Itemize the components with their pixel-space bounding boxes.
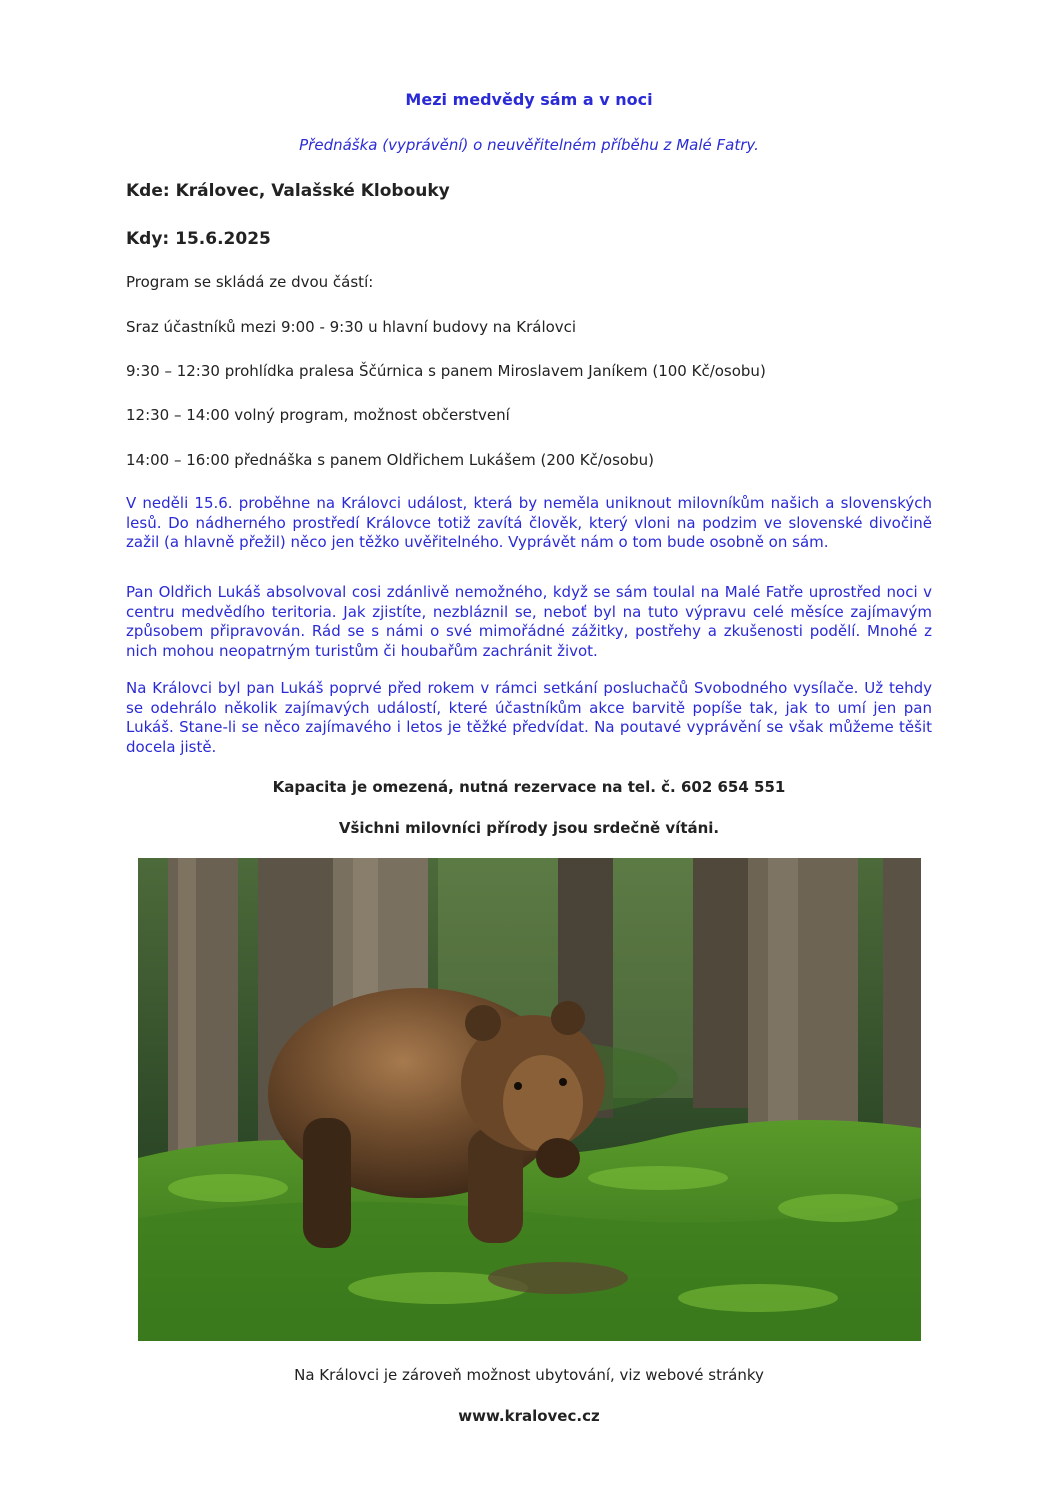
program-item: 12:30 – 14:00 volný program, možnost občerstvení: [126, 406, 510, 424]
page-title: Mezi medvědy sám a v noci: [405, 90, 653, 109]
bear-illustration: [138, 858, 921, 1341]
capacity-notice: Kapacita je omezená, nutná rezervace na tel. č. 602 654 551: [272, 778, 786, 796]
website-link[interactable]: www.kralovec.cz: [458, 1407, 600, 1425]
welcome-text: Všichni milovníci přírody jsou srdečně vítáni.: [338, 819, 720, 837]
page-subtitle: Přednáška (vyprávění) o neuvěřitelném příběhu z Malé Fatry.: [299, 136, 759, 154]
accommodation-note: Na Královci je zároveň možnost ubytování, viz webové stránky: [294, 1366, 764, 1384]
event-location: Kde: Královec, Valašské Klobouky: [126, 181, 450, 201]
description-paragraph: Na Královci byl pan Lukáš poprvé před rokem v rámci setkání posluchačů Svobodného vysílače. Už tehdy se odehrálo několik zajímavých událostí, které účastníkům akce barvitě popíše tak, jak to umí jen pan Lukáš. Stane-li se něco zajímavého i letos je těžké předvídat. Na poutavé vyprávění se však můžeme těšit docela jistě.: [126, 679, 932, 756]
description-paragraph: Pan Oldřich Lukáš absolvoval cosi zdánlivě nemožného, když se sám toulal na Malé Fatře uprostřed noci v centru medvědího teritoria. Jak zjistíte, nezbláznil se, neboť byl na tuto výpravu celé měsíce zajímavým způsobem připravován. Rád se s námi o své mimořádné zážitky, postřehy a zkušenosti podělí. Mnohé z nich mohou neopatrným turistům či houbařům zachránit život.: [126, 583, 932, 660]
bear-photo: [138, 858, 921, 1341]
program-item: 14:00 – 16:00 přednáška s panem Oldřichem Lukášem (200 Kč/osobu): [126, 451, 654, 469]
program-item: 9:30 – 12:30 prohlídka pralesa Ščúrnica s panem Miroslavem Janíkem (100 Kč/osobu): [126, 362, 766, 380]
event-date: Kdy: 15.6.2025: [126, 229, 271, 249]
program-item: Sraz účastníků mezi 9:00 - 9:30 u hlavní budovy na Královci: [126, 318, 577, 336]
program-intro: Program se skládá ze dvou částí:: [126, 273, 374, 291]
description-paragraph: V neděli 15.6. proběhne na Královci událost, která by neměla uniknout milovníkům našich a slovenských lesů. Do nádherného prostředí Královce totiž zavítá člověk, který vloni na podzim ve slovenské divočině zažil (a hlavně přežil) něco jen těžko uvěřitelného. Vyprávět nám o tom bude osobně on sám.: [126, 494, 932, 551]
